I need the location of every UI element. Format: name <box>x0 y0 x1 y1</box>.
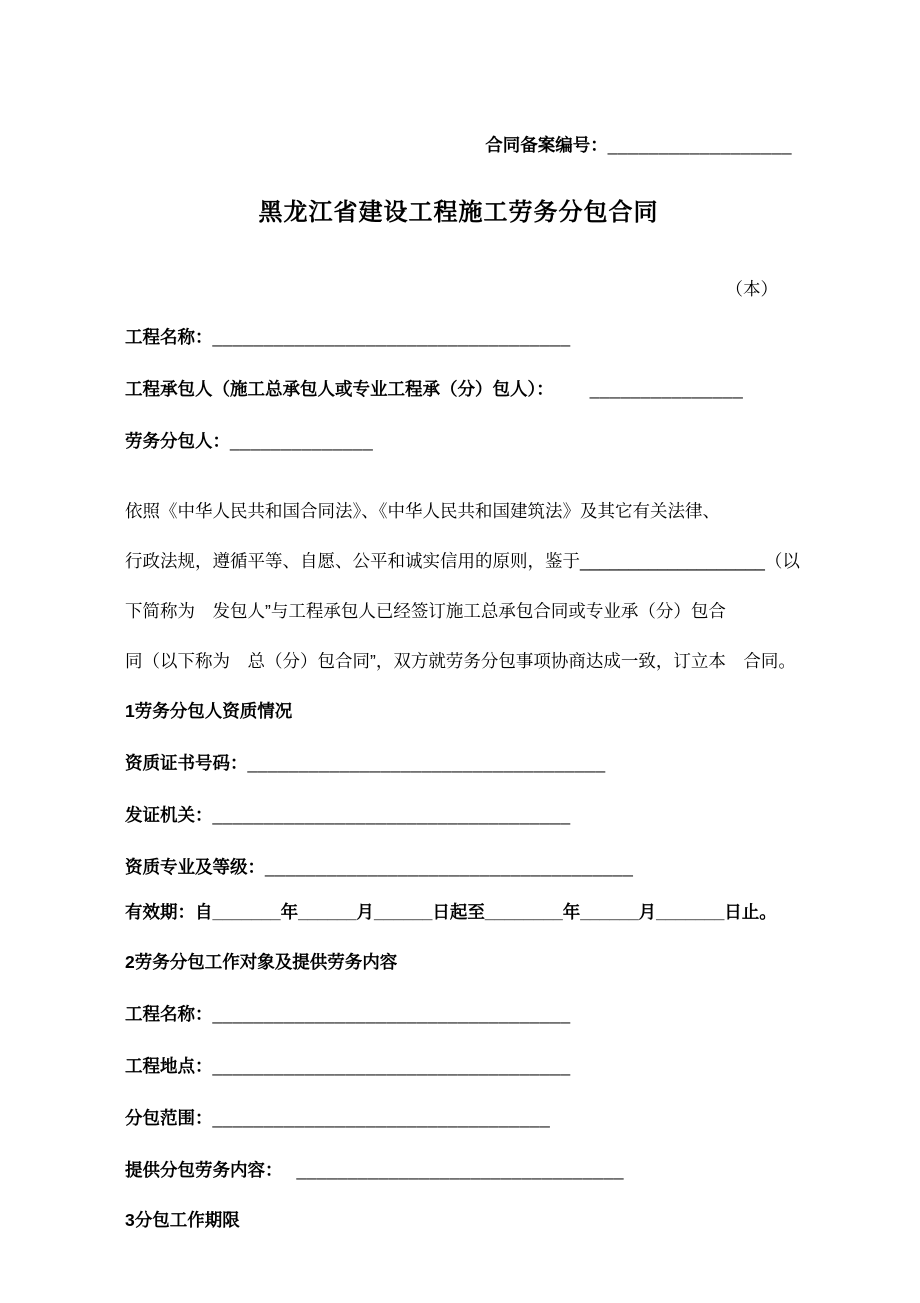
project-location-blank: ___________________________________ <box>212 1056 571 1076</box>
preamble-paragraph <box>125 498 800 674</box>
labor-content-blank: ________________________________ <box>296 1160 624 1180</box>
project-location-label: 工程地点： <box>125 1056 213 1076</box>
issuing-authority-label: 发证机关： <box>125 805 213 825</box>
labor-content-field <box>125 1157 792 1183</box>
filing-number-label: 合同备案编号： <box>485 135 608 155</box>
certificate-number-blank: ___________________________________ <box>247 753 606 773</box>
section-1-heading: 1劳务分包人资质情况 <box>125 701 293 721</box>
subcontract-scope-blank: _________________________________ <box>212 1108 551 1128</box>
section-3-heading: 3分包工作期限 <box>125 1210 240 1230</box>
labor-subcontractor-label: 劳务分包人： <box>125 431 230 451</box>
preamble-line-3: 下简称为 发包人”与工程承包人已经签订施工总承包合同或专业承（分）包合 <box>125 601 726 621</box>
project-name-label: 工程名称： <box>125 327 213 347</box>
project-name-2-blank: ___________________________________ <box>212 1004 571 1024</box>
preamble-line-2: 行政法规，遵循平等、自愿、公平和诚实信用的原则，鉴于___________________（以 <box>125 551 800 571</box>
project-name-blank: ___________________________________ <box>212 327 571 347</box>
issuing-authority-blank: ___________________________________ <box>212 805 571 825</box>
contractor-field <box>125 376 792 402</box>
project-name-2-label: 工程名称： <box>125 1004 213 1024</box>
subcontract-scope-field <box>125 1105 792 1131</box>
preamble-line-4: 同（以下称为 总（分）包合同”，双方就劳务分包事项协商达成一致，订立本 合同。 <box>125 651 796 671</box>
issuing-authority-field <box>125 802 792 828</box>
subcontract-scope-label: 分包范围： <box>125 1108 213 1128</box>
contractor-blank: _______________ <box>589 379 744 399</box>
qualification-grade-blank: ____________________________________ <box>265 857 634 877</box>
qualification-grade-field <box>125 854 792 880</box>
filing-number-blank: __________________ <box>607 135 792 155</box>
preamble-line-1: 依照《中华人民共和国合同法》、《中华人民共和国建筑法》及其它有关法律、 <box>125 501 720 521</box>
qualification-grade-label: 资质专业及等级： <box>125 857 265 877</box>
document-title: 黑龙江省建设工程施工劳务分包合同 <box>258 199 659 226</box>
contractor-label: 工程承包人（施工总承包人或专业工程承（分）包人）： <box>125 379 554 399</box>
section-2-heading: 2劳务分包工作对象及提供劳务内容 <box>125 952 398 972</box>
project-location-field <box>125 1053 792 1079</box>
labor-subcontractor-blank: ______________ <box>230 431 374 451</box>
labor-subcontractor-field <box>125 428 792 454</box>
certificate-number-field <box>125 750 792 776</box>
edition-note: （本） <box>725 279 778 299</box>
project-name-field-2 <box>125 1001 792 1027</box>
certificate-number-label: 资质证书号码： <box>125 753 248 773</box>
filing-number-line <box>125 132 792 158</box>
labor-content-label: 提供分包劳务内容： <box>125 1160 283 1180</box>
validity-period-line: 有效期：自_______年______月______日起至________年______月_______日止。 <box>125 902 777 922</box>
project-name-field <box>125 324 792 350</box>
